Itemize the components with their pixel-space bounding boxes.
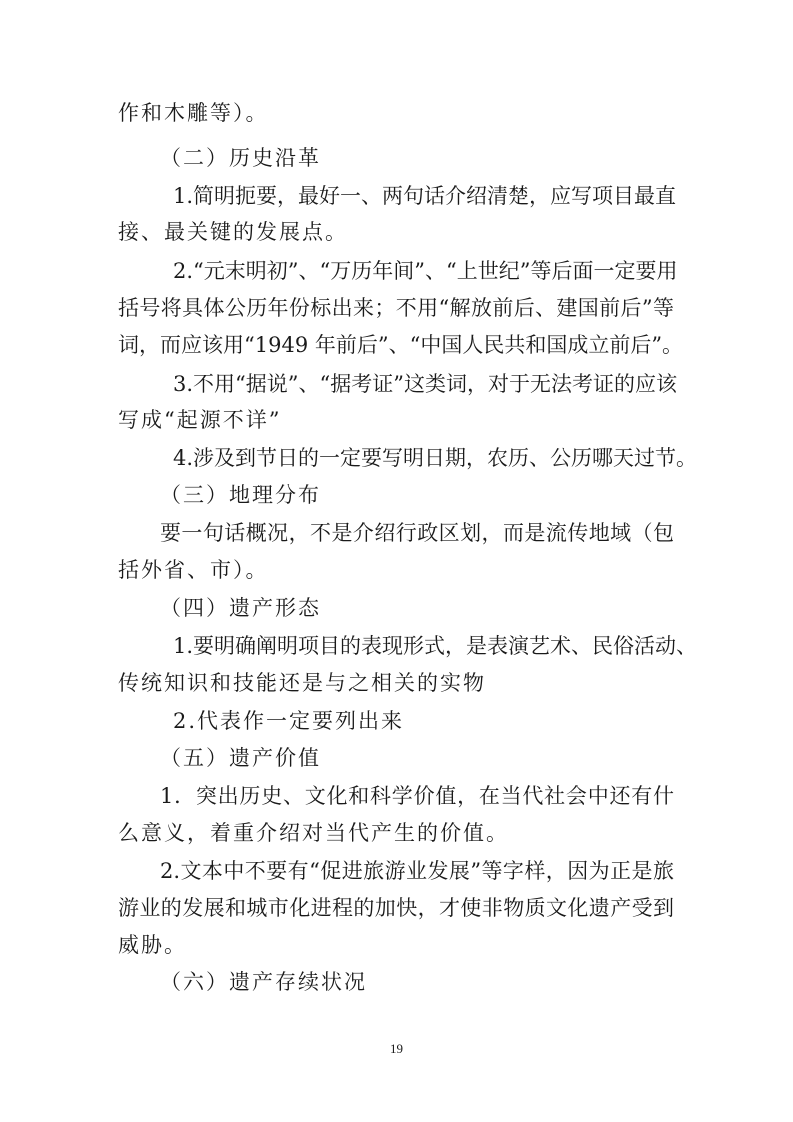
text-line: 3.不用“据说”、“据考证”这类词，对于无法考证的应该 bbox=[173, 372, 677, 396]
text-line: 要一句话概况，不是介绍行政区划，而是流传地域（包 bbox=[160, 521, 674, 545]
section-heading: （四）遗产形态 bbox=[160, 596, 321, 620]
text-line: 2.代表作一定要列出来 bbox=[173, 709, 405, 733]
text-line: 1．突出历史、文化和科学价值，在当代社会中还有什 bbox=[160, 784, 674, 808]
page-number: 19 bbox=[390, 1041, 403, 1056]
text-line: 1.要明确阐明项目的表现形式，是表演艺术、民俗活动、 bbox=[173, 634, 698, 658]
text-line: 传统知识和技能还是与之相关的实物 bbox=[118, 671, 486, 695]
text-line: 接、最关键的发展点。 bbox=[118, 220, 348, 244]
text-line: 作和木雕等）。 bbox=[118, 101, 269, 125]
section-heading: （三）地理分布 bbox=[160, 483, 321, 507]
section-heading: （五）遗产价值 bbox=[160, 746, 321, 770]
text-line: 括号将具体公历年份标出来；不用“解放前后、建国前后”等 bbox=[118, 296, 674, 320]
text-line: 2.“元末明初”、“万历年间”、“上世纪”等后面一定要用 bbox=[173, 259, 678, 283]
text-line: 2.文本中不要有“促进旅游业发展”等字样，因为正是旅 bbox=[160, 859, 674, 883]
text-line: 么意义，着重介绍对当代产生的价值。 bbox=[118, 821, 509, 845]
section-heading: （六）遗产存续状况 bbox=[160, 970, 367, 994]
section-heading: （二）历史沿革 bbox=[160, 146, 321, 170]
text-line: 写成“起源不详” bbox=[118, 408, 282, 432]
text-line: 括外省、市）。 bbox=[118, 558, 269, 582]
text-line: 词，而应该用“1949 年前后”、“中国人民共和国成立前后”。 bbox=[118, 333, 684, 357]
text-line: 游业的发展和城市化进程的加快，才使非物质文化遗产受到 bbox=[118, 896, 674, 920]
text-line: 4.涉及到节日的一定要写明日期，农历、公历哪天过节。 bbox=[173, 446, 698, 470]
text-line: 威胁。 bbox=[118, 933, 187, 957]
text-line: 1.简明扼要，最好一、两句话介绍清楚，应写项目最直 bbox=[173, 184, 677, 208]
